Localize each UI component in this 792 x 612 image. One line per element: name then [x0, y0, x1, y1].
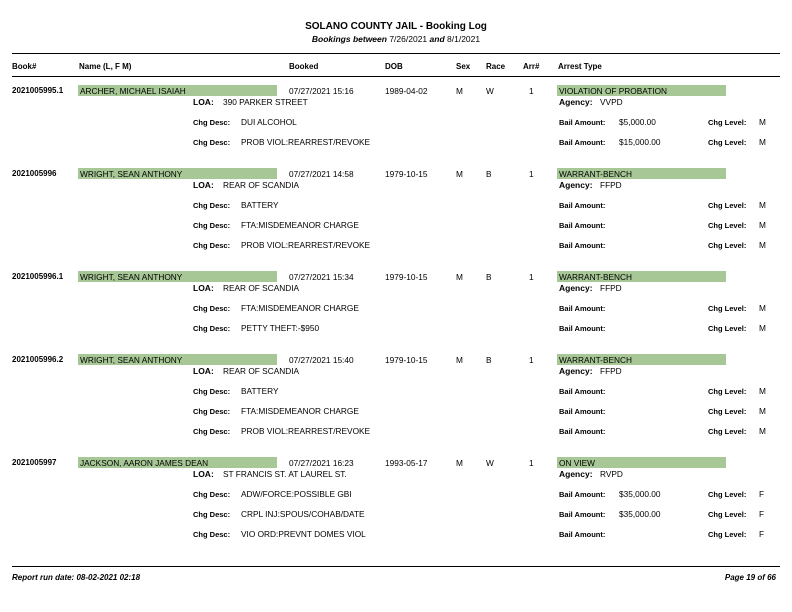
agency-value: RVPD: [600, 469, 623, 479]
header-bottom-rule: [12, 76, 780, 77]
arrest-count: 1: [529, 355, 534, 365]
charge-desc-label: Chg Desc:: [193, 387, 231, 396]
charge-level-label: Chg Level:: [708, 241, 747, 250]
bail-amount-label: Bail Amount:: [559, 304, 606, 313]
inmate-name: WRIGHT, SEAN ANTHONY: [80, 355, 183, 365]
charge-desc: FTA:MISDEMEANOR CHARGE: [241, 303, 359, 313]
agency-label: Agency:: [559, 180, 593, 190]
charge-level: F: [759, 489, 765, 499]
loa-value: REAR OF SCANDIA: [223, 283, 300, 293]
charge-desc: PROB VIOL:REARREST/REVOKE: [241, 240, 371, 250]
bail-amount: $35,000.00: [619, 509, 661, 519]
date-of-birth: 1979-10-15: [385, 169, 428, 179]
col-header-arr: Arr#: [523, 62, 540, 71]
charge-desc: FTA:MISDEMEANOR CHARGE: [241, 220, 359, 230]
arrest-count: 1: [529, 458, 534, 468]
book-number: 2021005996: [12, 169, 57, 178]
col-header-name: Name (L, F M): [79, 62, 132, 71]
charge-level-label: Chg Level:: [708, 201, 747, 210]
booked-datetime: 07/27/2021 15:34: [289, 272, 354, 282]
loa-label: LOA:: [193, 180, 214, 190]
loa-label: LOA:: [193, 97, 214, 107]
charge-level: M: [759, 117, 766, 127]
race-value: B: [486, 355, 492, 365]
agency-value: VVPD: [600, 97, 623, 107]
arrest-count: 1: [529, 272, 534, 282]
arrest-count: 1: [529, 86, 534, 96]
booked-datetime: 07/27/2021 16:23: [289, 458, 354, 468]
bail-amount-label: Bail Amount:: [559, 324, 606, 333]
arrest-type: WARRANT-BENCH: [559, 272, 632, 282]
charge-desc-label: Chg Desc:: [193, 201, 231, 210]
charge-desc: PETTY THEFT:-$950: [241, 323, 320, 333]
sex-value: M: [456, 355, 463, 365]
subtitle-and: and: [429, 34, 445, 44]
booked-datetime: 07/27/2021 14:58: [289, 169, 354, 179]
date-of-birth: 1979-10-15: [385, 272, 428, 282]
date-of-birth: 1989-04-02: [385, 86, 428, 96]
arrest-type: WARRANT-BENCH: [559, 169, 632, 179]
arrest-type: ON VIEW: [559, 458, 595, 468]
bail-amount: $15,000.00: [619, 137, 661, 147]
report-run-date: Report run date: 08-02-2021 02:18: [12, 573, 141, 582]
sex-value: M: [456, 458, 463, 468]
charge-level: M: [759, 200, 766, 210]
charge-desc: DUI ALCOHOL: [241, 117, 297, 127]
bail-amount-label: Bail Amount:: [559, 490, 606, 499]
race-value: W: [486, 458, 494, 468]
end-date: 8/1/2021: [447, 34, 481, 44]
agency-label: Agency:: [559, 97, 593, 107]
charge-desc-label: Chg Desc:: [193, 304, 231, 313]
start-date: 7/26/2021: [389, 34, 428, 44]
loa-value: ST FRANCIS ST. AT LAUREL ST.: [223, 469, 347, 479]
bail-amount: $5,000.00: [619, 117, 656, 127]
loa-value: REAR OF SCANDIA: [223, 366, 300, 376]
book-number: 2021005997: [12, 458, 57, 467]
inmate-name: WRIGHT, SEAN ANTHONY: [80, 272, 183, 282]
race-value: W: [486, 86, 494, 96]
bail-amount-label: Bail Amount:: [559, 427, 606, 436]
bail-amount-label: Bail Amount:: [559, 138, 606, 147]
col-header-dob: DOB: [385, 62, 403, 71]
charge-level: M: [759, 406, 766, 416]
charge-desc: CRPL INJ:SPOUS/COHAB/DATE: [241, 509, 365, 519]
book-number: 2021005996.1: [12, 272, 64, 281]
arrest-type: WARRANT-BENCH: [559, 355, 632, 365]
race-value: B: [486, 169, 492, 179]
charge-level-label: Chg Level:: [708, 490, 747, 499]
charge-desc: ADW/FORCE:POSSIBLE GBI: [241, 489, 352, 499]
bail-amount-label: Bail Amount:: [559, 118, 606, 127]
inmate-name: JACKSON, AARON JAMES DEAN: [80, 458, 209, 468]
charge-level: M: [759, 220, 766, 230]
report-title: SOLANO COUNTY JAIL - Booking Log: [305, 21, 487, 32]
charge-desc: BATTERY: [241, 386, 279, 396]
charge-level-label: Chg Level:: [708, 427, 747, 436]
sex-value: M: [456, 86, 463, 96]
date-of-birth: 1979-10-15: [385, 355, 428, 365]
col-header-book: Book#: [12, 62, 37, 71]
loa-value: 390 PARKER STREET: [223, 97, 308, 107]
charge-level-label: Chg Level:: [708, 304, 747, 313]
agency-label: Agency:: [559, 469, 593, 479]
report-subtitle: [0, 34, 792, 44]
charge-desc: FTA:MISDEMEANOR CHARGE: [241, 406, 359, 416]
race-value: B: [486, 272, 492, 282]
arrest-count: 1: [529, 169, 534, 179]
charge-level-label: Chg Level:: [708, 324, 747, 333]
col-header-sex: Sex: [456, 62, 471, 71]
charge-level: M: [759, 137, 766, 147]
footer-rule: [12, 566, 780, 567]
sex-value: M: [456, 169, 463, 179]
charge-desc-label: Chg Desc:: [193, 530, 231, 539]
charge-desc-label: Chg Desc:: [193, 490, 231, 499]
charge-desc-label: Chg Desc:: [193, 241, 231, 250]
bail-amount-label: Bail Amount:: [559, 530, 606, 539]
bail-amount-label: Bail Amount:: [559, 407, 606, 416]
charge-level-label: Chg Level:: [708, 118, 747, 127]
charge-level: F: [759, 509, 765, 519]
loa-value: REAR OF SCANDIA: [223, 180, 300, 190]
agency-value: FFPD: [600, 366, 622, 376]
charge-level-label: Chg Level:: [708, 407, 747, 416]
book-number: 2021005995.1: [12, 86, 64, 95]
charge-level: F: [759, 529, 765, 539]
inmate-name: ARCHER, MICHAEL ISAIAH: [80, 86, 186, 96]
col-header-race: Race: [486, 62, 506, 71]
agency-label: Agency:: [559, 366, 593, 376]
bail-amount-label: Bail Amount:: [559, 201, 606, 210]
charge-desc: PROB VIOL:REARREST/REVOKE: [241, 426, 371, 436]
inmate-name: WRIGHT, SEAN ANTHONY: [80, 169, 183, 179]
loa-label: LOA:: [193, 283, 214, 293]
col-header-booked: Booked: [289, 62, 319, 71]
arrest-type: VIOLATION OF PROBATION: [559, 86, 668, 96]
booked-datetime: 07/27/2021 15:40: [289, 355, 354, 365]
charge-desc-label: Chg Desc:: [193, 138, 231, 147]
agency-value: FFPD: [600, 283, 622, 293]
charge-desc-label: Chg Desc:: [193, 510, 231, 519]
sex-value: M: [456, 272, 463, 282]
charge-level: M: [759, 426, 766, 436]
loa-label: LOA:: [193, 366, 214, 376]
charge-level: M: [759, 303, 766, 313]
charge-level-label: Chg Level:: [708, 221, 747, 230]
charge-desc-label: Chg Desc:: [193, 324, 231, 333]
charge-level: M: [759, 386, 766, 396]
bail-amount-label: Bail Amount:: [559, 241, 606, 250]
charge-level-label: Chg Level:: [708, 138, 747, 147]
bail-amount-label: Bail Amount:: [559, 387, 606, 396]
book-number: 2021005996.2: [12, 355, 64, 364]
charge-desc-label: Chg Desc:: [193, 221, 231, 230]
charge-level: M: [759, 323, 766, 333]
charge-desc: BATTERY: [241, 200, 279, 210]
charge-desc: VIO ORD:PREVNT DOMES VIOL: [241, 529, 366, 539]
agency-label: Agency:: [559, 283, 593, 293]
bail-amount: $35,000.00: [619, 489, 661, 499]
charge-level-label: Chg Level:: [708, 510, 747, 519]
charge-level-label: Chg Level:: [708, 387, 747, 396]
charge-desc-label: Chg Desc:: [193, 407, 231, 416]
loa-label: LOA:: [193, 469, 214, 479]
page-number: Page 19 of 66: [724, 573, 776, 582]
charge-desc-label: Chg Desc:: [193, 427, 231, 436]
date-of-birth: 1993-05-17: [385, 458, 428, 468]
charge-desc-label: Chg Desc:: [193, 118, 231, 127]
subtitle-prefix: Bookings between: [311, 34, 387, 44]
booked-datetime: 07/27/2021 15:16: [289, 86, 354, 96]
charge-level-label: Chg Level:: [708, 530, 747, 539]
charge-level: M: [759, 240, 766, 250]
bail-amount-label: Bail Amount:: [559, 510, 606, 519]
bail-amount-label: Bail Amount:: [559, 221, 606, 230]
col-header-arrest-type: Arrest Type: [558, 62, 602, 71]
charge-desc: PROB VIOL:REARREST/REVOKE: [241, 137, 371, 147]
agency-value: FFPD: [600, 180, 622, 190]
header-top-rule: [12, 53, 780, 54]
